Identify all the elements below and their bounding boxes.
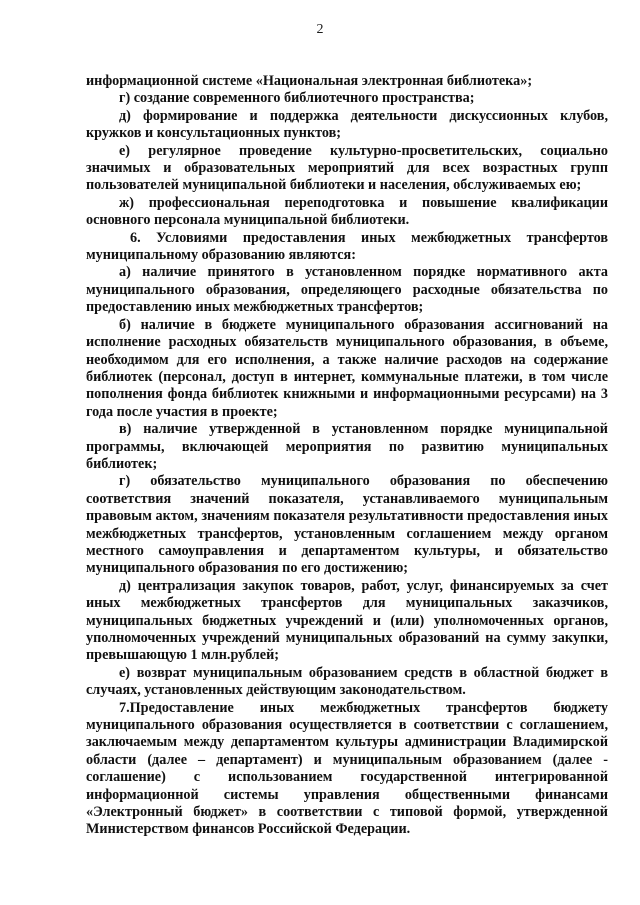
page-number: 2 (316, 22, 324, 37)
paragraph: а) наличие принятого в установленном порядке нормативного акта муниципального образования, определяющего расходные обязательства по предоставлению иных межбюджетных трансфертов; (86, 264, 608, 316)
section-heading-paragraph: 7.Предоставление иных межбюджетных трансфертов бюджету муниципального образования осуществляется в соответствии с соглашением, заключаемым между департаментом культуры администрации Владимирской области (далее – департамент) и муниципальным образованием (далее - соглашение) с использованием государственной интегрированной информационной системы управления общественными финансами «Электронный бюджет» в соответствии с типовой формой, утвержденной Министерством финансов Российской Федерации. (86, 699, 608, 838)
paragraph: информационной системе «Национальная электронная библиотека»; (86, 73, 533, 89)
paragraph: д) формирование и поддержка деятельности дискуссионных клубов, кружков и консультационных пунктов; (86, 107, 608, 142)
document-body (86, 73, 608, 839)
paragraph: б) наличие в бюджете муниципального образования ассигнований на исполнение расходных обязательств муниципального образования, в объеме, необходимом для его исполнения, а также наличие расходов на содержание библиотек (персонал, доступ в интернет, коммунальные платежи, в том числе пополнения фонда библиотек книжными и информационными ресурсами) на 3 года после участия в проекте; (86, 316, 608, 420)
paragraph: е) регулярное проведение культурно-просветительских, социально значимых и образовательных мероприятий для всех возрастных групп пользователей муниципальной библиотеки и населения, обслуживаемых ею; (86, 142, 608, 194)
section-heading-paragraph: 6. Условиями предоставления иных межбюджетных трансфертов муниципальному образованию являются: (86, 229, 608, 264)
paragraph: ж) профессиональная переподготовка и повышение квалификации основного персонала муниципальной библиотеки. (86, 194, 608, 229)
paragraph: е) возврат муниципальным образованием средств в областной бюджет в случаях, установленных действующим законодательством. (86, 664, 608, 699)
paragraph: г) создание современного библиотечного пространства; (119, 90, 475, 107)
paragraph: г) обязательство муниципального образования по обеспечению соответствия значений показателя, устанавливаемого муниципальным правовым актом, значениям показателя результативности предоставления иных межбюджетных трансфертов, установленным соглашением между органом местного самоуправления и департаментом культуры, и обязательство муниципального образования по его достижению; (86, 473, 608, 577)
paragraph: в) наличие утвержденной в установленном порядке муниципальной программы, включающей мероприятия по развитию муниципальных библиотек; (86, 421, 608, 472)
paragraph: д) централизация закупок товаров, работ, услуг, финансируемых за счет иных межбюджетных трансфертов для муниципальных заказчиков, муниципальных бюджетных учреждений и (или) уполномоченных органов, уполномоченных учреждений муниципальных образований на сумму закупки, превышающую 1 млн.рублей; (86, 577, 608, 664)
